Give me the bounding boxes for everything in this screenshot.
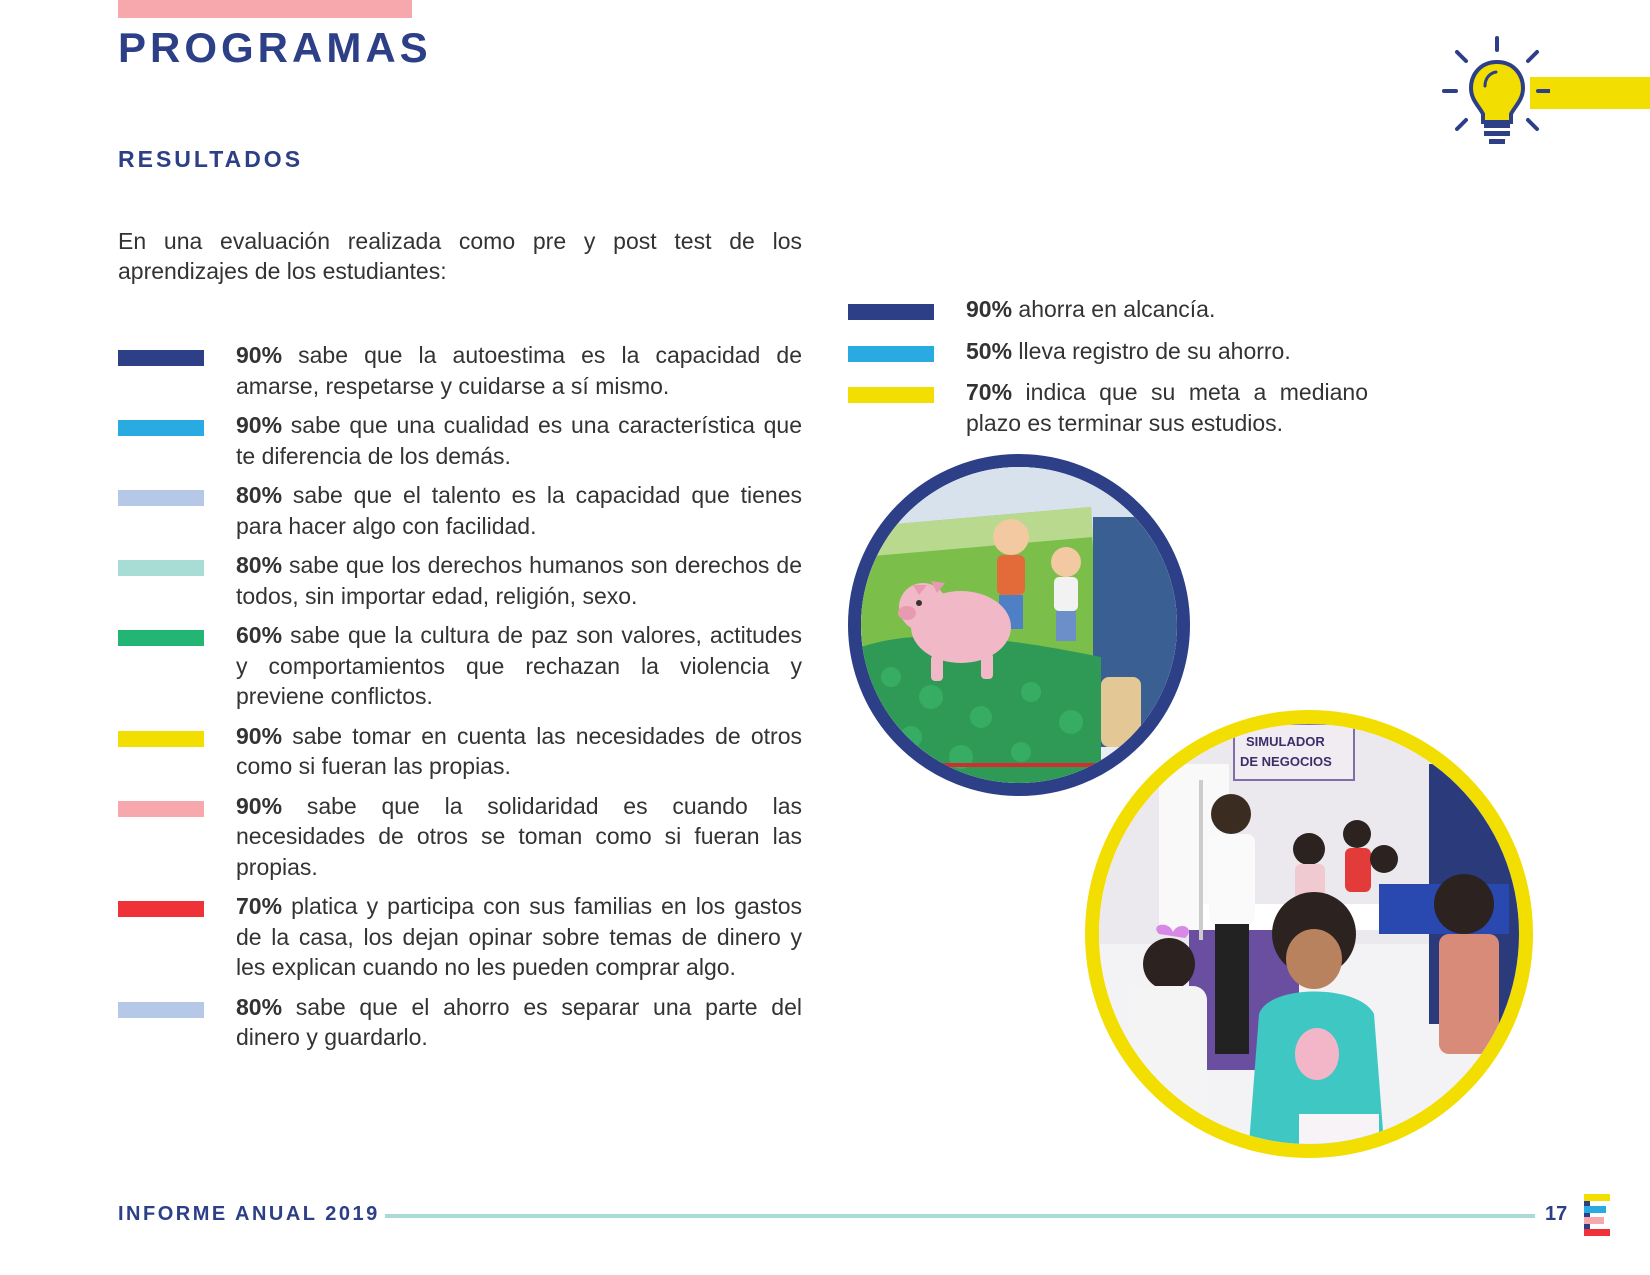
stat-description: ahorra en alcancía. (1012, 296, 1216, 322)
left-stat-list (118, 340, 802, 1062)
color-swatch (118, 350, 204, 366)
stat-item (118, 480, 802, 541)
stat-percent: 90% (236, 722, 283, 749)
stat-item (118, 791, 802, 883)
sign-text: SIMULADOR (1246, 734, 1325, 749)
section-title: RESULTADOS (118, 146, 304, 172)
stat-text (236, 620, 802, 712)
stat-item (848, 377, 1368, 438)
color-swatch (118, 901, 204, 917)
stat-text (236, 721, 802, 782)
color-swatch (848, 304, 934, 320)
top-accent-bar (118, 0, 412, 18)
stat-description: platica y participa con sus familias en los gastos de la casa, los dejan opinar sobre temas de dinero y les explican cuando no les pueden comprar algo. (236, 893, 802, 980)
stat-text (236, 891, 802, 983)
stat-text (236, 410, 802, 471)
stat-percent: 80% (236, 552, 283, 578)
stat-item (848, 294, 1368, 325)
stat-description: lleva registro de su ahorro. (1012, 337, 1291, 364)
stat-percent: 50% (966, 337, 1013, 364)
stat-text (236, 550, 802, 611)
color-swatch (118, 420, 204, 436)
page-number: 17 (1545, 1203, 1568, 1225)
color-swatch (848, 387, 934, 403)
brand-logo-icon (1584, 1194, 1610, 1241)
lightbulb-icon (1440, 30, 1550, 150)
stat-item (118, 410, 802, 471)
stat-description: sabe que la cultura de paz son valores, actitudes y comportamientos que rechazan la violencia y previene conflictos. (236, 622, 802, 709)
stat-description: sabe que la solidaridad es cuando las necesidades de otros se toman como si fueran las propias. (236, 792, 802, 880)
stat-percent: 90% (236, 412, 283, 438)
stat-percent: 90% (966, 296, 1013, 322)
stat-text (236, 480, 802, 541)
stat-description: sabe que el talento es la capacidad que tienes para hacer algo con facilidad. (236, 482, 802, 539)
stat-item (118, 620, 802, 712)
color-swatch (118, 490, 204, 506)
color-swatch (118, 560, 204, 576)
svg-text:DE NEGOCIOS: DE NEGOCIOS (1240, 754, 1332, 769)
intro-paragraph: En una evaluación realizada como pre y post test de los aprendizajes de los estudiantes: (118, 228, 802, 284)
stat-description: indica que su meta a mediano plazo es terminar sus estudios. (966, 379, 1368, 436)
stat-item (118, 891, 802, 983)
stat-percent: 90% (236, 342, 283, 368)
footer-title: INFORME ANUAL 2019 (118, 1203, 380, 1225)
stat-percent: 60% (236, 622, 283, 648)
piggy-bank-photo (848, 454, 1190, 796)
stat-description: sabe que una cualidad es una característica que te diferencia de los demás. (236, 412, 802, 469)
stat-percent: 90% (236, 792, 283, 819)
business-simulator-photo (1085, 710, 1533, 1158)
stat-description: sabe tomar en cuenta las necesidades de otros como si fueran las propias. (236, 722, 802, 779)
stat-percent: 80% (236, 993, 283, 1020)
stat-item (118, 340, 802, 401)
stat-percent: 70% (966, 379, 1013, 405)
stat-text (236, 340, 802, 401)
stat-item (118, 550, 802, 611)
right-stat-list (848, 294, 1368, 449)
color-swatch (118, 801, 204, 817)
color-swatch (118, 1002, 204, 1018)
stat-item (118, 721, 802, 782)
page-title: PROGRAMAS (118, 24, 432, 71)
color-swatch (118, 731, 204, 747)
stat-description: sabe que los derechos humanos son derechos de todos, sin importar edad, religión, sexo. (236, 552, 802, 609)
stat-text (966, 294, 1368, 325)
stat-item (118, 992, 802, 1053)
stat-item (848, 336, 1368, 367)
stat-text (966, 336, 1368, 367)
stat-percent: 80% (236, 482, 283, 508)
stat-description: sabe que el ahorro es separar una parte del dinero y guardarlo. (236, 993, 802, 1050)
stat-text (966, 377, 1368, 438)
stat-text (236, 791, 802, 883)
stat-text (236, 992, 802, 1053)
stat-description: sabe que la autoestima es la capacidad de amarse, respetarse y cuidarse a sí mismo. (236, 342, 802, 399)
stat-percent: 70% (236, 893, 283, 919)
footer-divider (385, 1214, 1535, 1218)
color-swatch (848, 346, 934, 362)
color-swatch (118, 630, 204, 646)
